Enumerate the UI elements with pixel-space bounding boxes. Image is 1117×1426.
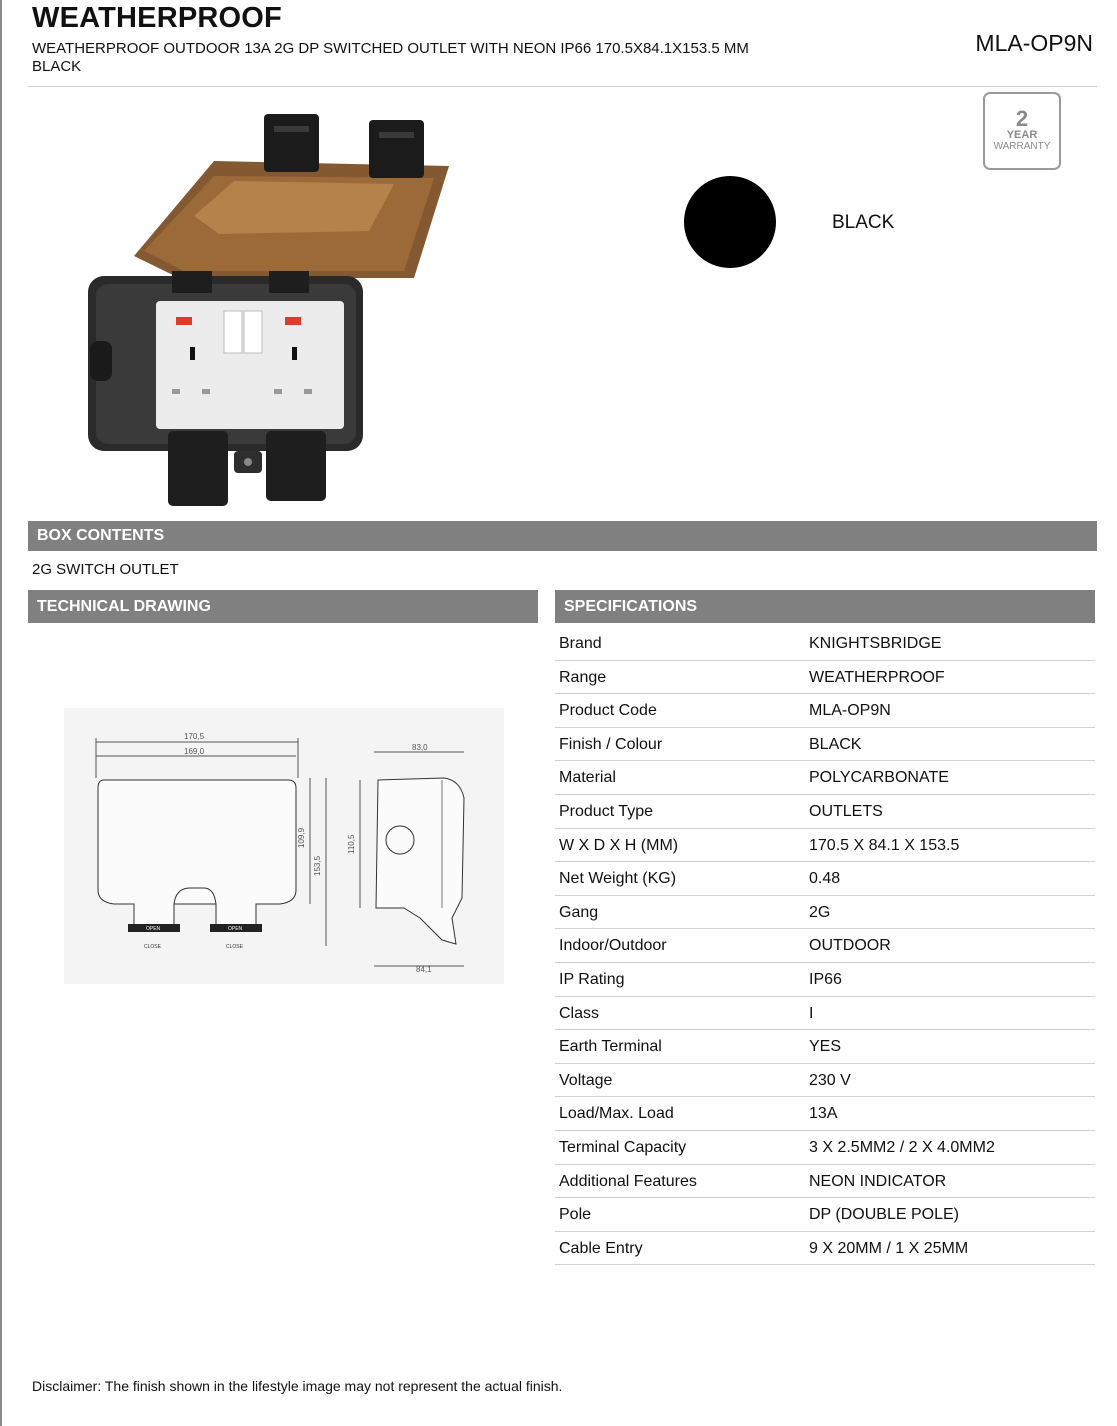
spec-key: Finish / Colour [559, 735, 663, 753]
spec-row [555, 1232, 1095, 1266]
spec-row [555, 963, 1095, 997]
box-contents-item: 2G SWITCH OUTLET [32, 561, 179, 578]
spec-value: 3 X 2.5MM2 / 2 X 4.0MM2 [809, 1138, 995, 1156]
specifications-table [555, 627, 1095, 1265]
spec-value: I [809, 1004, 814, 1022]
box-contents-header: BOX CONTENTS [28, 521, 1097, 551]
spec-key: Voltage [559, 1071, 613, 1089]
spec-key: Earth Terminal [559, 1038, 662, 1056]
warranty-years: 2 [1015, 106, 1029, 131]
open-tag-left: OPEN [146, 926, 161, 932]
spec-row [555, 761, 1095, 795]
spec-row [555, 896, 1095, 930]
spec-row [555, 728, 1095, 762]
finish-color-label: BLACK [832, 212, 895, 233]
spec-row [555, 1165, 1095, 1199]
spec-key: IP Rating [559, 970, 625, 988]
spec-row [555, 694, 1095, 728]
product-image [84, 106, 484, 518]
spec-key: Range [559, 668, 607, 686]
spec-key: Material [559, 769, 616, 787]
spec-value: YES [809, 1038, 842, 1056]
spec-key: Terminal Capacity [559, 1138, 687, 1156]
spec-value: WEATHERPROOF [809, 668, 945, 686]
spec-value: 2G [809, 903, 831, 921]
spec-key: Brand [559, 635, 602, 652]
product-code: MLA-OP9N [975, 30, 1093, 56]
spec-value: 0.48 [809, 870, 841, 888]
spec-row [555, 1030, 1095, 1064]
spec-value: 9 X 20MM / 1 X 25MM [809, 1239, 969, 1257]
specifications-header: SPECIFICATIONS [555, 590, 1095, 623]
spec-row [555, 862, 1095, 896]
spec-key: Load/Max. Load [559, 1105, 674, 1123]
disclaimer: Disclaimer: The finish shown in the lifestyle image may not represent the actual finish. [32, 1378, 563, 1394]
header-divider [28, 86, 1097, 87]
spec-key: W X D X H (MM) [559, 836, 679, 854]
spec-key: Pole [559, 1206, 592, 1224]
product-description: WEATHERPROOF OUTDOOR 13A 2G DP SWITCHED OUTLET WITH NEON IP66 170.5X84.1X153.5 MM BLACK [32, 40, 749, 75]
warranty-label: WARRANTY [993, 141, 1051, 152]
spec-value: POLYCARBONATE [809, 769, 949, 787]
spec-value: IP66 [809, 970, 842, 988]
spec-row [555, 627, 1095, 661]
dim-height-inner: 109,9 [297, 827, 306, 848]
spec-value: 230 V [809, 1071, 851, 1089]
spec-value: KNIGHTSBRIDGE [809, 635, 942, 652]
dim-depth-top: 83,0 [412, 743, 428, 752]
spec-key: Product Code [559, 702, 657, 720]
finish-color-swatch [684, 176, 776, 268]
spec-value: 13A [809, 1105, 838, 1123]
dim-side-height: 110,5 [347, 834, 356, 854]
spec-key: Gang [559, 903, 599, 921]
spec-row [555, 1097, 1095, 1131]
spec-value: 170.5 X 84.1 X 153.5 [809, 836, 960, 854]
dim-width-outer: 170,5 [184, 732, 205, 741]
spec-value: OUTDOOR [809, 937, 891, 955]
warranty-year-label: YEAR [1006, 129, 1038, 141]
spec-value: OUTLETS [809, 802, 883, 820]
spec-key: Product Type [559, 802, 653, 820]
close-tag-right: CLOSE [226, 944, 243, 950]
warranty-badge [983, 92, 1061, 170]
spec-row [555, 661, 1095, 695]
spec-value: MLA-OP9N [809, 702, 891, 720]
spec-row [555, 829, 1095, 863]
spec-key: Additional Features [559, 1172, 697, 1190]
spec-row [555, 929, 1095, 963]
spec-key: Indoor/Outdoor [559, 937, 667, 955]
technical-drawing [64, 708, 504, 984]
spec-key: Cable Entry [559, 1239, 643, 1257]
open-tag-right: OPEN [228, 926, 243, 932]
spec-value: BLACK [809, 735, 862, 753]
spec-key: Class [559, 1004, 600, 1022]
spec-row [555, 795, 1095, 829]
spec-value: DP (DOUBLE POLE) [809, 1206, 959, 1224]
dim-depth-bottom: 84,1 [416, 965, 432, 974]
technical-drawing-header: TECHNICAL DRAWING [28, 590, 538, 623]
dim-height-outer: 153,5 [313, 855, 322, 876]
spec-row [555, 997, 1095, 1031]
spec-row [555, 1198, 1095, 1232]
page-title: WEATHERPROOF [32, 2, 282, 34]
left-border [0, 0, 2, 1426]
spec-row [555, 1131, 1095, 1165]
spec-row [555, 1064, 1095, 1098]
close-tag-left: CLOSE [144, 944, 161, 950]
spec-key: Net Weight (KG) [559, 870, 677, 888]
spec-value: NEON INDICATOR [809, 1172, 947, 1190]
dim-width-inner: 169,0 [184, 747, 205, 756]
